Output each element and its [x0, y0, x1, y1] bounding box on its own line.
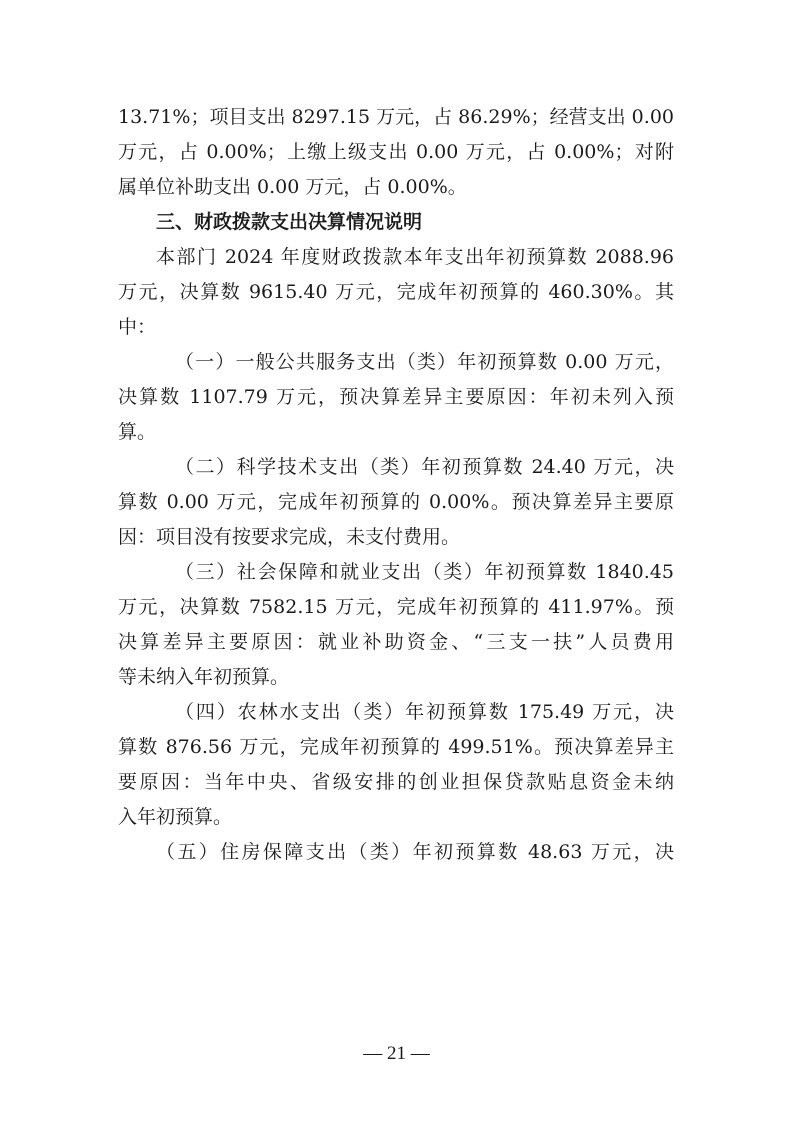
document-body [118, 100, 674, 870]
text-line: 入年初预算。 [118, 806, 233, 828]
text-line: 万元，占 0.00%；上缴上级支出 0.00 万元，占 0.00%；对附 [118, 141, 674, 163]
text-line: 算数 876.56 万元，完成年初预算的 499.51%。预决算差异主 [118, 736, 674, 758]
text-line: 算。 [118, 421, 157, 443]
text-line: 等未纳入年初预算。 [118, 666, 290, 688]
text-line: 中： [118, 316, 157, 338]
text-line: （四）农林水支出（类）年初预算数 175.49 万元，决 [175, 701, 674, 723]
text-line: 13.71%；项目支出 8297.15 万元，占 86.29%；经营支出 0.00 [118, 106, 674, 128]
text-line: （三）社会保障和就业支出（类）年初预算数 1840.45 [175, 561, 674, 583]
text-line: 决算差异主要原因：就业补助资金、“三支一扶”人员费用 [118, 631, 674, 653]
text-line: 算数 0.00 万元，完成年初预算的 0.00%。预决算差异主要原 [118, 491, 674, 513]
page-number: — 21 — [363, 1043, 430, 1064]
text-line: （一）一般公共服务支出（类）年初预算数 0.00 万元， [175, 351, 674, 373]
text-line: 万元，决算数 7582.15 万元，完成年初预算的 411.97%。预 [118, 596, 674, 618]
text-line: 因：项目没有按要求完成，未支付费用。 [118, 526, 461, 548]
text-line: 本部门 2024 年度财政拨款本年支出年初预算数 2088.96 [156, 246, 674, 268]
text-line: （二）科学技术支出（类）年初预算数 24.40 万元，决 [175, 456, 674, 478]
text-line: 万元，决算数 9615.40 万元，完成年初预算的 460.30%。其 [118, 281, 674, 303]
text-line: 要原因：当年中央、省级安排的创业担保贷款贴息资金未纳 [118, 771, 674, 793]
text-line: （五）住房保障支出（类）年初预算数 48.63 万元，决 [156, 841, 674, 863]
text-line: 属单位补助支出 0.00 万元，占 0.00%。 [118, 176, 467, 198]
text-line: 决算数 1107.79 万元，预决算差异主要原因：年初未列入预 [118, 386, 674, 408]
section-heading: 三、财政拨款支出决算情况说明 [156, 211, 423, 233]
